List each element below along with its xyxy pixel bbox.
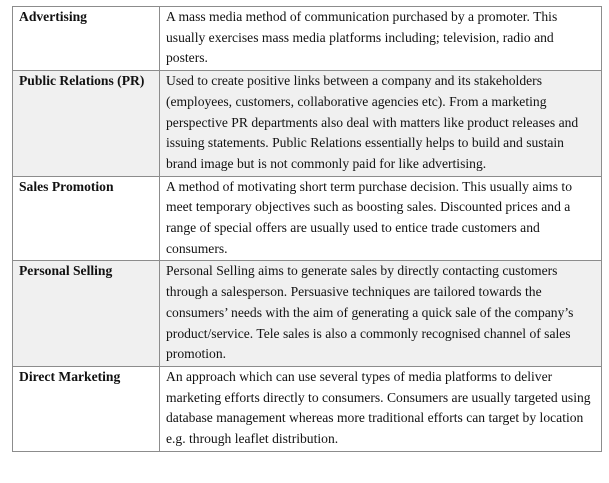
definition-cell: Used to create positive links between a company and its stakeholders (employees, customers, collaborative agencies etc). From a marketing perspective PR departments also deal with matters like product releases and issuing statements. Public Relations essentially helps to build and sustain brand image but is not commonly paid for like advertising. (160, 71, 602, 177)
definition-cell: A method of motivating short term purchase decision. This usually aims to meet temporary objectives such as boosting sales. Discounted prices and a range of special offers are usually used to entice trade customers and consumers. (160, 176, 602, 261)
table-row-advertising (13, 7, 602, 71)
definition-cell: A mass media method of communication purchased by a promoter. This usually exercises mass media platforms including; television, radio and posters. (160, 7, 602, 71)
term-cell: Direct Marketing (13, 366, 160, 451)
promotion-mix-table-container (12, 6, 601, 452)
definition-cell: An approach which can use several types of media platforms to deliver marketing efforts directly to consumers. Consumers are usually targeted using database management whereas more traditional efforts can target by location e.g. through leaflet distribution. (160, 366, 602, 451)
table-row-personal-selling (13, 261, 602, 367)
table-row-sales-promotion (13, 176, 602, 261)
term-cell: Personal Selling (13, 261, 160, 367)
promotion-mix-table (12, 6, 602, 452)
table-row-public-relations (13, 71, 602, 177)
term-cell: Sales Promotion (13, 176, 160, 261)
definition-cell: Personal Selling aims to generate sales by directly contacting customers through a salesperson. Persuasive techniques are tailored towards the consumers’ needs with the aim of generating a quick sale of the company’s product/service. Tele sales is also a commonly recognised channel of sales promotion. (160, 261, 602, 367)
term-cell: Advertising (13, 7, 160, 71)
table-row-direct-marketing (13, 366, 602, 451)
term-cell: Public Relations (PR) (13, 71, 160, 177)
